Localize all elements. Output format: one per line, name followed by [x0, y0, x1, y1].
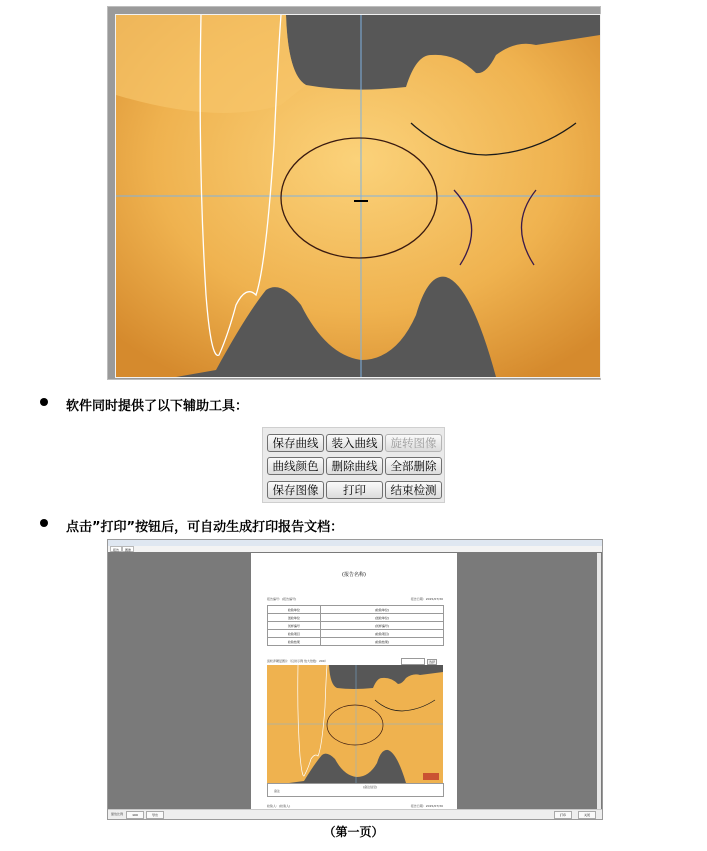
delete-curve-button[interactable]: 删除曲线 — [326, 457, 383, 475]
row-label: 送检单位 — [268, 614, 321, 622]
save-image-button[interactable]: 保存图像 — [267, 481, 324, 499]
page-caption: （第一页） — [323, 825, 384, 839]
note-label: 备注 — [274, 789, 281, 793]
table-row — [268, 622, 444, 630]
delete-all-button[interactable]: 全部删除 — [385, 457, 442, 475]
save-curve-button[interactable]: 保存曲线 — [267, 434, 324, 452]
bullet-dot — [40, 519, 48, 527]
microscope-figure — [107, 6, 601, 380]
zoom-label: 缩放比例 — [111, 812, 124, 816]
report-page — [251, 553, 457, 811]
status-print-button[interactable]: 打印 — [554, 811, 572, 819]
load-curve-button[interactable]: 装入曲线 — [326, 434, 383, 452]
row-value: (检验项目) — [320, 630, 443, 638]
export-button[interactable]: 导出 — [146, 811, 164, 819]
row-label: 检验单位 — [268, 606, 321, 614]
table-row — [268, 606, 444, 614]
row-label: 试样编号 — [268, 622, 321, 630]
table-row — [268, 638, 444, 646]
row-value: (检验单位) — [320, 606, 443, 614]
report-number: 报告编号：(报告编号) — [267, 597, 297, 601]
report-date: 报告日期：2015/07/30 — [410, 597, 443, 601]
image-select[interactable] — [401, 658, 425, 665]
report-title: (报告名称) — [342, 572, 366, 578]
tab-image[interactable]: 图像 — [122, 546, 134, 552]
tab-report[interactable]: 报告 — [110, 546, 122, 552]
row-value: (送检单位) — [320, 614, 443, 622]
end-detection-button[interactable]: 结束检测 — [385, 481, 442, 499]
note-value: (备注信息) — [363, 785, 378, 789]
report-info-table — [267, 605, 444, 646]
bullet-text: 点击”打印”按钮后，可自动生成打印报告文档： — [66, 520, 344, 535]
row-label: 检验项目 — [268, 630, 321, 638]
row-value: (检验结果) — [320, 638, 443, 646]
bullet-text: 软件同时提供了以下辅助工具： — [66, 399, 249, 414]
zoom-select[interactable]: 100 — [126, 811, 144, 819]
table-row — [268, 614, 444, 622]
bullet-tools — [40, 395, 660, 414]
report-tabs — [108, 546, 602, 552]
tools-toolbar — [262, 427, 445, 503]
row-value: (试样编号) — [320, 622, 443, 630]
status-bar — [108, 809, 602, 819]
rotate-image-button[interactable]: 旋转图像 — [385, 434, 442, 452]
row-label: 检验结果 — [268, 638, 321, 646]
select-button[interactable]: 选择 — [429, 660, 436, 664]
image-caption: 齿轮淬硬层图片（仅供示例 放大倍数：200） — [267, 659, 328, 663]
status-close-button[interactable]: 关闭 — [578, 811, 596, 819]
bullet-dot — [40, 398, 48, 406]
bullet-print — [40, 516, 660, 535]
curve-color-button[interactable]: 曲线颜色 — [267, 457, 324, 475]
inspector: 检验人：(检验人) — [267, 804, 291, 808]
vertical-scrollbar[interactable] — [597, 553, 601, 811]
print-button[interactable]: 打印 — [326, 481, 383, 499]
note-box — [267, 783, 444, 797]
report-preview-window — [107, 539, 603, 820]
report-microscope-image — [267, 665, 443, 783]
microscope-image — [116, 15, 600, 377]
table-row — [268, 630, 444, 638]
footer-date: 报告日期：2015/07/30 — [410, 804, 443, 808]
